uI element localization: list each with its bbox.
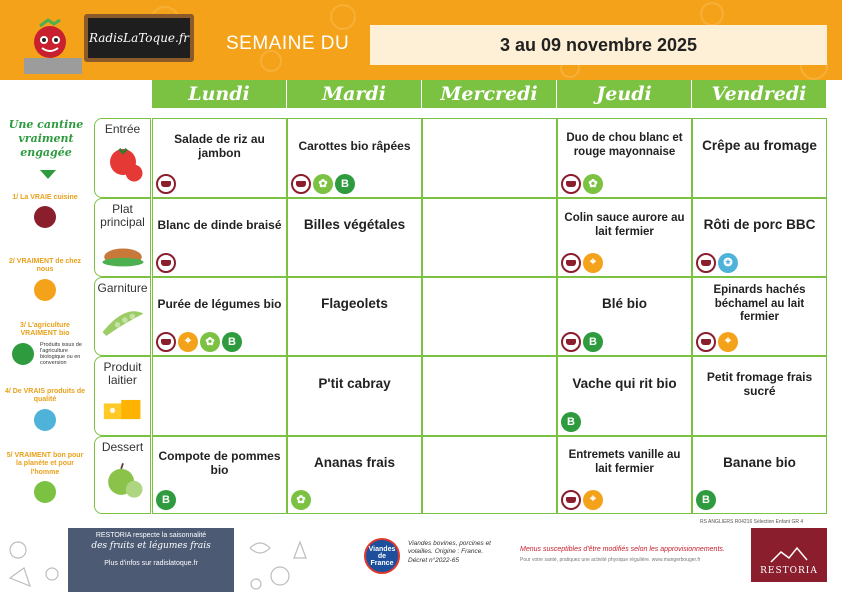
triangle-down-icon (40, 170, 56, 180)
label-icons (288, 252, 421, 276)
bio-label-icon: B (696, 490, 716, 510)
local-icon (34, 279, 56, 301)
bio-label-icon: B (222, 332, 242, 352)
cooking-pot-icon (156, 332, 176, 352)
menu-cell-entree-vendredi (692, 118, 827, 198)
day-header-vendredi: Vendredi (692, 80, 827, 108)
label-icons (558, 252, 691, 276)
dish-name: Purée de légumes bio (157, 297, 282, 312)
row-label-garniture (94, 277, 151, 356)
row-label-text: Garniture (97, 281, 148, 295)
row-label-laitier (94, 356, 151, 436)
radislatoque-logo: RadisLaToque.fr (84, 14, 194, 62)
menu-cell-garniture-jeudi (557, 277, 692, 356)
viandes-de-france-logo: Viandes de France (364, 538, 400, 574)
label-icons (693, 411, 826, 435)
dish-name: Billes végétales (303, 217, 406, 233)
pillar-text: 5/ VRAIMENT bon pour la planète et pour l'homme (6, 452, 84, 476)
menu-cell-garniture-vendredi (692, 277, 827, 356)
label-icons (288, 411, 421, 435)
pillar-5 (4, 452, 86, 503)
pillar-text: 1/ La VRAIE cuisine (12, 194, 78, 201)
label-icons (153, 331, 286, 355)
dish-name: Carottes bio râpées (298, 138, 411, 153)
seasonality-line1: RESTORIA respecte la saisonnalité (95, 532, 207, 539)
menu-cell-laitier-mercredi (422, 356, 557, 436)
menu-cell-garniture-mardi (287, 277, 422, 356)
menu-cell-plat-lundi (152, 198, 287, 277)
menu-cell-entree-mercredi (422, 118, 557, 198)
label-icons (423, 411, 556, 435)
bio-label-icon: B (335, 174, 355, 194)
quality-label-icon: ✪ (718, 253, 738, 273)
row-label-entree (94, 118, 151, 198)
menu-reference: RS ANGLIERS R04216 Sélection Enfant GR 4 (700, 519, 804, 525)
cooking-pot-icon (696, 253, 716, 273)
menu-cell-dessert-lundi (152, 436, 287, 514)
more-info-link[interactable]: Plus d'infos sur radislatoque.fr (104, 559, 198, 567)
bio-label-icon: B (561, 412, 581, 432)
local-product-icon: ⌖ (178, 332, 198, 352)
label-icons (423, 331, 556, 355)
label-icons (288, 173, 421, 197)
dish-name: Colin sauce aurore au lait fermier (564, 211, 685, 238)
season-icon (34, 481, 56, 503)
label-icons (693, 331, 826, 355)
day-header-jeudi: Jeudi (557, 80, 692, 108)
dish-name: Salade de riz au jambon (174, 131, 265, 160)
dish-name: Entremets vanille au lait fermier (568, 449, 681, 475)
roast-chicken-icon (97, 228, 149, 276)
day-header-mardi: Mardi (287, 80, 422, 108)
menus-disclaimer: Menus susceptibles d'être modifiés selon les approvisionnements. (520, 546, 725, 553)
pillar-text: 3/ L'agriculture VRAIMENT bio (20, 322, 70, 338)
row-label-text: Dessert (101, 440, 144, 454)
menu-cell-laitier-jeudi (557, 356, 692, 436)
label-icons (288, 331, 421, 355)
season-icon: ✿ (200, 332, 220, 352)
menu-cell-garniture-lundi (152, 277, 287, 356)
label-icons (558, 489, 691, 513)
pillar-text: 4/ De VRAIS produits de qualité (4, 388, 86, 404)
cooking-pot-icon (561, 490, 581, 510)
dish-name: Crêpe au fromage (702, 137, 817, 153)
dish-name: Epinards hachés béchamel au lait fermier (713, 283, 806, 324)
menu-cell-laitier-mardi (287, 356, 422, 436)
sidebar-title: Une cantine vraiment engagée (8, 118, 84, 159)
label-icons (558, 173, 691, 197)
menu-cell-laitier-lundi (152, 356, 287, 436)
dish-name: Banane bio (723, 454, 796, 470)
cooking-pot-icon (156, 174, 176, 194)
dish-name (423, 119, 556, 173)
label-icons (153, 411, 286, 435)
row-label-text: Entrée (104, 122, 141, 136)
label-icons (693, 252, 826, 276)
restoria-logo (751, 528, 827, 582)
menu-cell-laitier-vendredi (692, 356, 827, 436)
label-icons (153, 252, 286, 276)
label-icons (693, 173, 826, 197)
local-product-icon: ⌖ (583, 253, 603, 273)
dish-name (423, 278, 556, 331)
dish-name (423, 357, 556, 411)
bio-icon (12, 343, 34, 365)
season-icon: ✿ (583, 174, 603, 194)
menu-cell-dessert-mardi (287, 436, 422, 514)
deer-emblem-icon (767, 544, 811, 566)
dish-name: Rôti de porc BBC (703, 217, 816, 233)
day-header-lundi: Lundi (152, 80, 287, 108)
dish-name (423, 437, 556, 489)
dish-name: Petit fromage frais sucré (706, 369, 813, 398)
health-notice: Pour votre santé, pratiquez une activité physique régulière. www.mangerbouger.fr (520, 557, 701, 563)
menu-cell-entree-mardi (287, 118, 422, 198)
dish-name: P'tit cabray (318, 375, 391, 391)
peas-icon (97, 295, 149, 347)
menu-cell-entree-lundi (152, 118, 287, 198)
local-product-icon: ⌖ (718, 332, 738, 352)
dish-name: Compote de pommes bio (158, 448, 281, 477)
row-label-text: Produit laitier (103, 360, 142, 387)
local-product-icon: ⌖ (583, 490, 603, 510)
row-label-text: Plat principal (100, 202, 145, 229)
dish-name: Ananas frais (313, 454, 396, 470)
menu-cell-dessert-vendredi (692, 436, 827, 514)
bio-legend: Produits issus de l'agriculture biologique ou en conversion (40, 342, 82, 367)
label-icons (288, 489, 421, 513)
menu-cell-plat-vendredi (692, 198, 827, 277)
pillar-4 (4, 388, 86, 431)
restoria-brand: RESTORIA (760, 566, 818, 576)
pillar-3 (4, 322, 86, 365)
label-icons (423, 173, 556, 197)
dish-name: Duo de chou blanc et rouge mayonnaise (566, 132, 683, 158)
cooking-pot-icon (696, 332, 716, 352)
label-icons (558, 411, 691, 435)
cooking-pot-icon (561, 174, 581, 194)
label-icons (693, 489, 826, 513)
season-icon: ✿ (313, 174, 333, 194)
bio-label-icon: B (583, 332, 603, 352)
cooking-pot-icon (561, 332, 581, 352)
cheese-icon (97, 386, 149, 435)
label-icons (423, 252, 556, 276)
season-icon: ✿ (291, 490, 311, 510)
menu-cell-plat-jeudi (557, 198, 692, 277)
menu-cell-entree-jeudi (557, 118, 692, 198)
tomato-icon (97, 136, 149, 188)
row-label-plat (94, 198, 151, 277)
cooking-pot-icon (156, 253, 176, 273)
menu-cell-dessert-jeudi (557, 436, 692, 514)
week-dates: 3 au 09 novembre 2025 (370, 25, 827, 65)
dish-name: Blanc de dinde braisé (157, 218, 282, 233)
radish-chef-mascot-icon (18, 18, 88, 78)
label-icons (153, 489, 286, 513)
menu-cell-plat-mercredi (422, 198, 557, 277)
viandes-origin-text: Viandes bovines, porcines et volailles. Origine : France. Décret n°2022-65 (408, 540, 491, 564)
menu-cell-garniture-mercredi (422, 277, 557, 356)
dish-name: Vache qui rit bio (572, 375, 677, 391)
label-icons (558, 331, 691, 355)
pillar-2 (4, 258, 86, 301)
apple-icon (97, 454, 149, 506)
pillar-text: 2/ VRAIMENT de chez nous (9, 258, 81, 274)
seasonality-banner (68, 528, 234, 592)
bio-label-icon: B (156, 490, 176, 510)
quality-icon (34, 409, 56, 431)
pillar-1 (4, 194, 86, 228)
menu-cell-dessert-mercredi (422, 436, 557, 514)
dish-name (153, 357, 286, 411)
row-label-dessert (94, 436, 151, 514)
pot-icon (34, 206, 56, 228)
dish-name: Blé bio (601, 296, 647, 312)
day-header-mercredi: Mercredi (422, 80, 557, 108)
dish-name: Flageolets (321, 296, 388, 312)
week-label: SEMAINE DU (226, 33, 350, 54)
cooking-pot-icon (561, 253, 581, 273)
label-icons (423, 489, 556, 513)
seasonality-line2: des fruits et légumes frais (91, 541, 211, 552)
menu-cell-plat-mardi (287, 198, 422, 277)
dish-name (423, 199, 556, 252)
cooking-pot-icon (291, 174, 311, 194)
label-icons (153, 173, 286, 197)
